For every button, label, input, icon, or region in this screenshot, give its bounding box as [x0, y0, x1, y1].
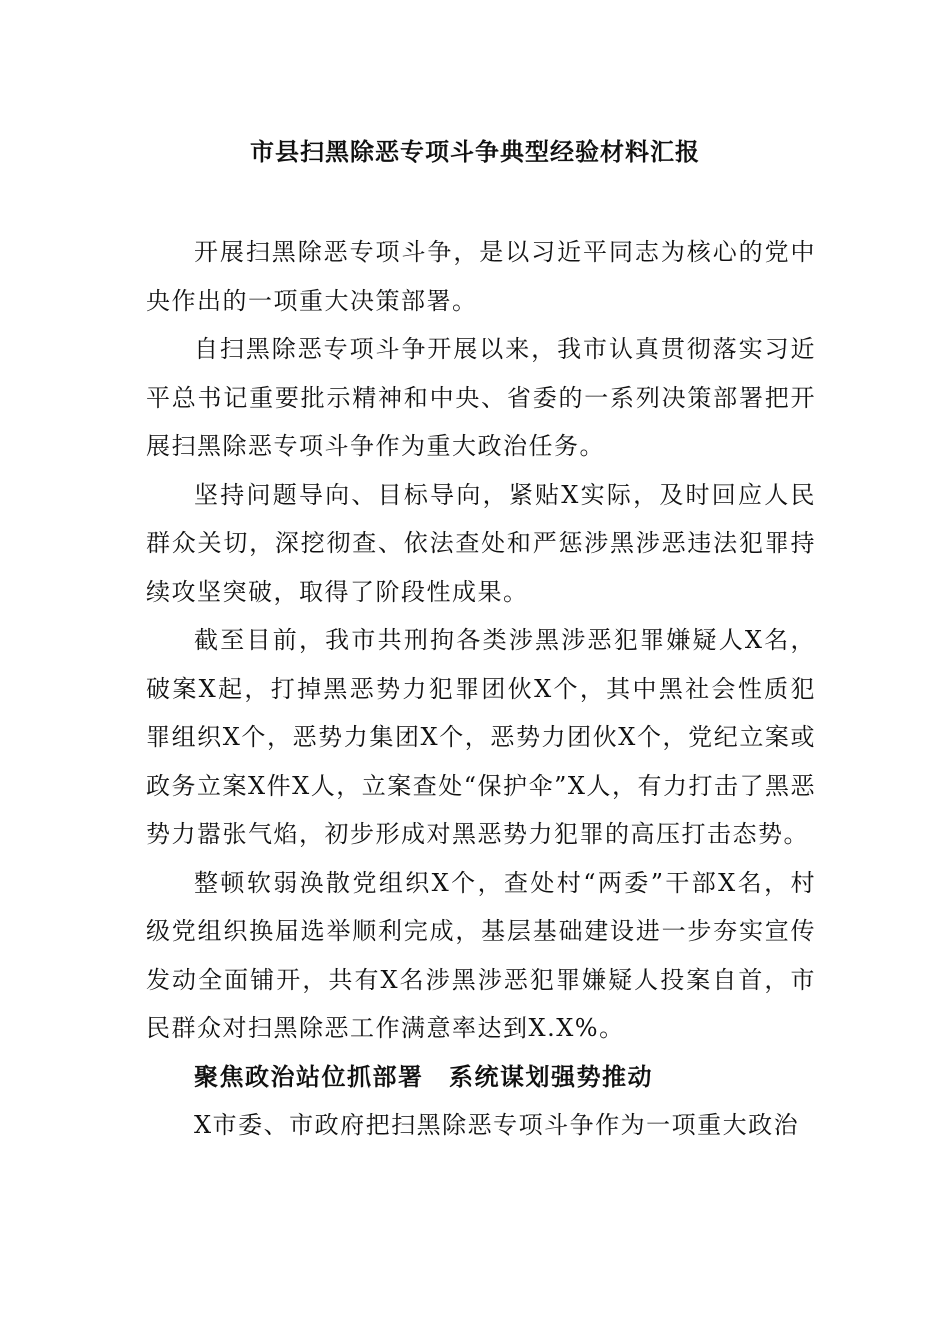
document-title: 市县扫黑除恶专项斗争典型经验材料汇报 [250, 137, 700, 166]
document-body [146, 228, 816, 1150]
paragraph-grassroots: 整顿软弱涣散党组织X个，查处村“两委”干部X名，村级党组织换届选举顺利完成，基层基础建设进一步夯实宣传发动全面铺开，共有X名涉黑涉恶犯罪嫌疑人投案自首，市民群众对扫黑除恶工作满意率达到X.X%。 [146, 868, 816, 1042]
paragraph-intro: 开展扫黑除恶专项斗争，是以习近平同志为核心的党中央作出的一项重大决策部署。 [146, 238, 816, 315]
section-heading: 聚焦政治站位抓部署 系统谋划强势推动 [194, 1061, 653, 1091]
paragraph-approach: 坚持问题导向、目标导向，紧贴X实际，及时回应人民群众关切，深挖彻查、依法查处和严惩涉黑涉恶违法犯罪持续攻坚突破，取得了阶段性成果。 [146, 480, 816, 606]
paragraph-section-start: X市委、市政府把扫黑除恶专项斗争作为一项重大政治 [194, 1111, 800, 1139]
paragraph-results: 截至目前，我市共刑拘各类涉黑涉恶犯罪嫌疑人X名，破案X起，打掉黑恶势力犯罪团伙X个，其中黑社会性质犯罪组织X个，恶势力集团X个，恶势力团伙X个，党纪立案或政务立案X件X人，立案查处“保护伞”X人，有力打击了黑恶势力嚣张气焰，初步形成对黑恶势力犯罪的高压打击态势。 [146, 626, 816, 848]
paragraph-background: 自扫黑除恶专项斗争开展以来，我市认真贯彻落实习近平总书记重要批示精神和中央、省委的一系列决策部署把开展扫黑除恶专项斗争作为重大政治任务。 [146, 335, 816, 460]
